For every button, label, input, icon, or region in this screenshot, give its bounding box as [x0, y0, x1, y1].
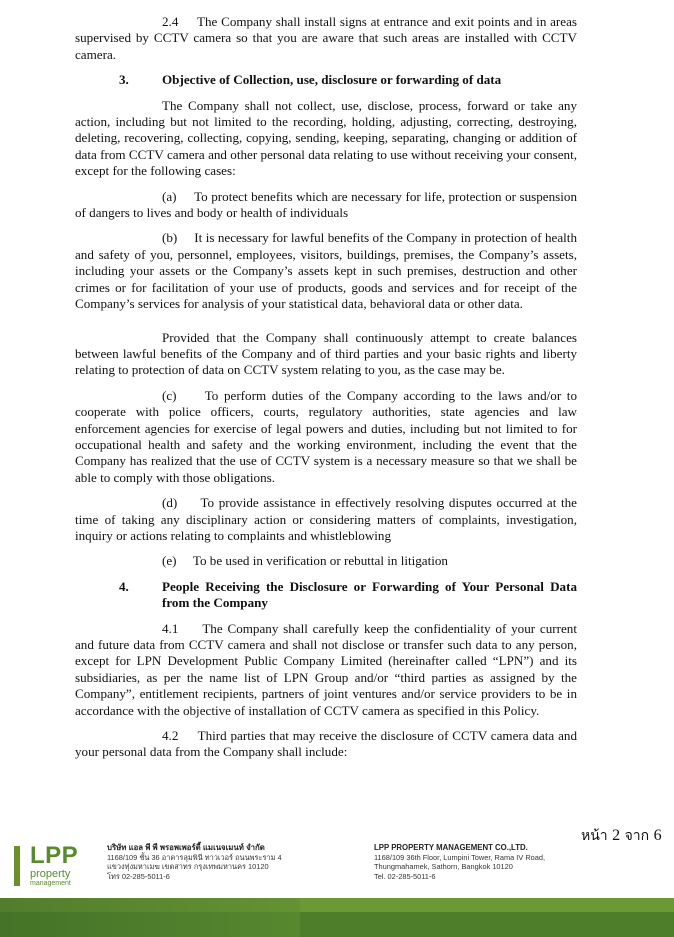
- paragraph-2-4: 2.4 The Company shall install signs at entrance and exit points and in areas supervised by CCTV camera so that you are aware that such areas are installed with CCTV camera.: [75, 14, 577, 62]
- section-title: People Receiving the Disclosure or Forwarding of Your Personal Data from the Company: [162, 578, 577, 611]
- section-4-heading: [75, 579, 577, 612]
- clause-a: (a) To protect benefits which are necessary for life, protection or suspension of dangers to lives and body or health of individuals: [75, 188, 577, 221]
- english-phone: Tel. 02-285-5011-6: [374, 871, 436, 881]
- page-sep: จาก: [624, 828, 650, 844]
- logo-bar-icon: [14, 846, 20, 886]
- english-company-name: LPP PROPERTY MANAGEMENT CO.,LTD.: [374, 843, 528, 852]
- thai-address-line2: แขวงทุ่งมหาเมฆ เขตสาทร กรุงเทพมหานคร 10120: [107, 862, 269, 872]
- document-body: [75, 14, 577, 761]
- english-address-line1: 1168/109 36th Floor, Lumpini Tower, Rama IV Road,: [374, 852, 546, 862]
- footer-band-gradient: [0, 898, 300, 937]
- section-3-heading: [75, 72, 577, 88]
- page-prefix: หน้า: [581, 828, 608, 844]
- logo-management: management: [30, 880, 71, 887]
- english-address: [374, 843, 545, 881]
- paragraph-4-2: 4.2 Third parties that may receive the disclosure of CCTV camera data and your personal data from the Company shall include:: [75, 728, 577, 760]
- clause-e: (e) To be used in verification or rebuttal in litigation: [162, 553, 448, 569]
- logo-lpp: LPP: [30, 842, 79, 869]
- page-total: 6: [653, 827, 662, 844]
- english-address-line2: Thungmahamek, Sathorn, Bangkok 10120: [374, 862, 513, 872]
- thai-phone: โทร 02-285-5011-6: [107, 871, 170, 881]
- paragraph-4-1: 4.1 The Company shall carefully keep the confidentiality of your current and future data from CCTV camera and shall not disclose or transfer such data to any person, except for LPN Development Public Company Limited (hereinafter called “LPN”) and its subsidiaries, as per the name list of LPN Group and/or “third parties as assigned by the Company”, entitlement recipients, partners of joint ventures and/or service providers to be in accordance with the objective of installation of CCTV camera as specified in this Policy.: [75, 620, 577, 718]
- section-title: Objective of Collection, use, disclosure or forwarding of data: [162, 72, 502, 88]
- clause-c: (c) To perform duties of the Company according to the laws and/or to cooperate with police officers, courts, regulatory authorities, state agencies and law enforcement agencies for exercise of legal powers and duties, including but not limited to for occupational health and safety and the working environment, including the event that the Company has realized that the use of CCTV system is a necessary measure so that we shall be able to comply with those obligations.: [75, 387, 577, 485]
- thai-address-line1: 1168/109 ชั้น 36 อาคารลุมพินี ทาวเวอร์ ถนนพระราม 4: [107, 852, 282, 862]
- clause-d: (d) To provide assistance in effectively resolving disputes occurred at the time of taking any disciplinary action or considering matters of complaints, investigation, inquiry or actions relating to complaints and whistleblowing: [75, 495, 577, 543]
- clause-b: (b) It is necessary for lawful benefits of the Company in protection of health and safety of you, personnel, employees, visitors, buildings, premises, the Company’s assets, including your assets or the Company’s assets kept in such premises, destruction and other crimes or for facilitation of your use of products, goods and services and for receipt of the Company’s services for analysis of your statistical data, behavioral data or other data.: [75, 230, 577, 312]
- section-number: 3.: [119, 72, 129, 88]
- thai-address: [107, 843, 282, 881]
- provided-paragraph: Provided that the Company shall continuously attempt to create balances between lawful benefits of the Company and of third parties and your basic rights and liberty relating to protection of data on CCTV system relating to you, as the case may be.: [75, 329, 577, 378]
- section-3-intro: The Company shall not collect, use, disclose, process, forward or take any action, including but not limited to the recording, holding, adjusting, correcting, destroying, deleting, recovering, collecting, copying, sending, keeping, separating, changing or addition of data from CCTV camera and other personal data relating to use without receiving your consent, except for the following cases:: [75, 97, 577, 179]
- thai-company-name: บริษัท แอล พี พี พรอพเพอร์ตี้ แมเนจเมนท์ จำกัด: [107, 843, 265, 852]
- page-current: 2: [612, 827, 621, 844]
- letterhead-footer: [0, 840, 674, 900]
- logo-property: property: [30, 868, 71, 880]
- section-number: 4.: [119, 578, 129, 594]
